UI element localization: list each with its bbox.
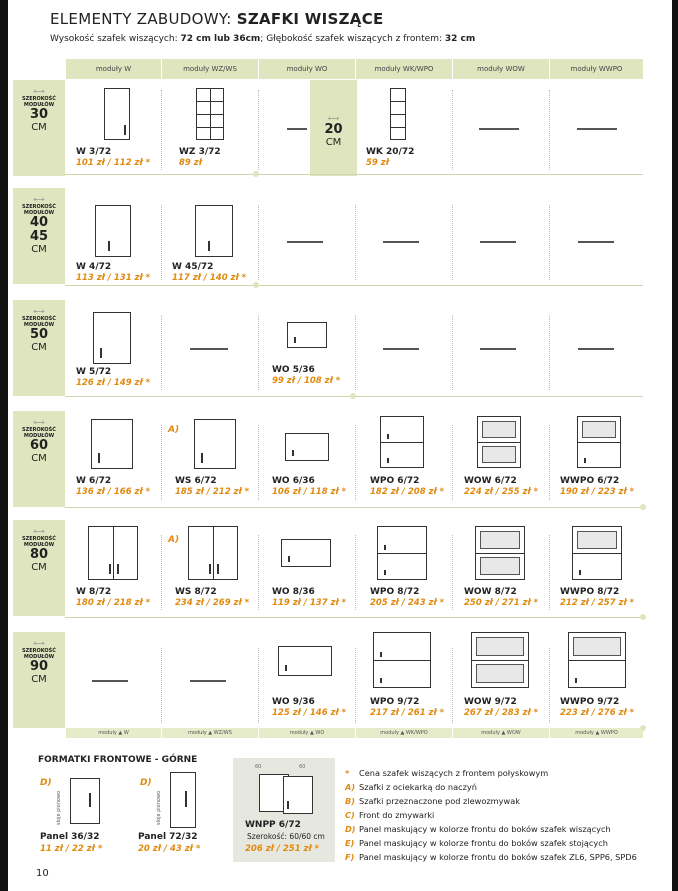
page-subtitle: Wysokość szafek wiszących: 72 cm lub 36cm; Głębokość szafek wiszących z frontem: 32 cm: [50, 34, 476, 44]
column-header-wow: moduły WOW: [453, 59, 549, 79]
cabinet-ws-6-72-drawing: [194, 419, 236, 469]
item-price: 217 zł / 261 zł *: [370, 708, 445, 718]
not-available-dash: [287, 241, 323, 243]
row-dot: [253, 282, 259, 288]
separator: [452, 535, 453, 610]
cabinet-w-45-72-drawing: [195, 205, 233, 257]
legend-item-a: A) Szafki z ociekarką do naczyń: [345, 782, 477, 792]
item-code: WWPO 8/72: [560, 587, 620, 597]
separator: [549, 425, 550, 500]
not-available-dash: [383, 241, 419, 243]
separator: [258, 90, 259, 170]
item-price: 99 zł / 108 zł *: [272, 376, 341, 386]
cabinet-wo-5-36-drawing: [287, 322, 327, 348]
separator: [258, 315, 259, 390]
separator: [355, 425, 356, 500]
row-dot: [640, 725, 646, 731]
row-divider: [65, 285, 643, 286]
item-price: 223 zł / 276 zł *: [560, 708, 635, 718]
not-available-dash: [577, 128, 617, 130]
row-label-60: ⟷ SZEROKOŚĆ MODUŁÓW 60 CM: [13, 411, 65, 507]
column-footer-wz-ws: moduły ▲ WZ/WS: [162, 728, 258, 738]
item-price: 190 zł / 223 zł *: [560, 487, 635, 497]
row-label-30: ⟷ SZEROKOŚĆ MODUŁÓW 30 CM: [13, 80, 65, 176]
width-arrow-icon: ⟷: [33, 307, 45, 316]
separator: [452, 425, 453, 500]
legend-item-e: E) Panel maskujący w kolorze frontu do boków szafek stojących: [345, 838, 608, 848]
width-arrow-icon: ⟷: [33, 639, 45, 648]
item-price: 234 zł / 269 zł *: [175, 598, 250, 608]
column-header-w: moduły W: [66, 59, 161, 79]
column-footer-wow: moduły ▲ WOW: [453, 728, 549, 738]
item-code: WNPP 6/72: [245, 820, 301, 830]
cabinet-wpo-6-72-drawing: [380, 416, 424, 468]
item-code: WWPO 9/72: [560, 697, 620, 707]
item-code: WPO 8/72: [370, 587, 420, 597]
legend-item-c: C) Front do zmywarki: [345, 810, 435, 820]
cabinet-wwpo-9-72-drawing: [568, 632, 626, 688]
item-code: WWPO 6/72: [560, 476, 620, 486]
row-dot: [350, 393, 356, 399]
row-divider: [65, 174, 643, 175]
cabinet-w-4-72-drawing: [95, 205, 131, 257]
item-code: W 8/72: [76, 587, 112, 597]
separator: [258, 535, 259, 610]
item-price: 250 zł / 271 zł *: [464, 598, 539, 608]
item-code: WOW 6/72: [464, 476, 517, 486]
item-code: WZ 3/72: [179, 147, 221, 157]
dimension-label: 60: [299, 764, 306, 770]
footnote-marker-a: A): [168, 535, 180, 545]
not-available-dash: [383, 348, 419, 350]
column-footer-wo: moduły ▲ WO: [259, 728, 355, 738]
width-arrow-icon: ⟷: [327, 114, 340, 123]
separator: [452, 648, 453, 723]
cabinet-wow-6-72-drawing: [477, 416, 521, 468]
not-available-dash: [480, 348, 516, 350]
separator: [161, 425, 162, 500]
not-available-dash: [578, 241, 614, 243]
item-code: W 5/72: [76, 367, 112, 377]
cabinet-wo-9-36-drawing: [278, 646, 332, 676]
row-label-40-45: ⟷ SZEROKOŚĆ MODUŁÓW 40 45 CM: [13, 188, 65, 284]
corner-shelf-wz-3-72-drawing: [196, 88, 224, 140]
separator: [161, 315, 162, 390]
item-code: WOW 9/72: [464, 697, 517, 707]
item-price: 89 zł: [179, 158, 202, 168]
separator: [549, 205, 550, 280]
footnote-marker-d: D): [40, 778, 52, 788]
item-code: WPO 9/72: [370, 697, 420, 707]
item-code: WPO 6/72: [370, 476, 420, 486]
width-arrow-icon: ⟷: [33, 418, 45, 427]
item-price: 205 zł / 243 zł *: [370, 598, 445, 608]
item-price: 106 zł / 118 zł *: [272, 487, 347, 497]
cabinet-ws-8-72-drawing: [188, 526, 238, 580]
item-price: 206 zł / 251 zł *: [245, 844, 320, 854]
separator: [452, 90, 453, 170]
legend-item-star: * Cena szafek wiszących z frontem połyskowym: [345, 768, 549, 778]
cabinet-wow-9-72-drawing: [471, 632, 529, 688]
item-price: 101 zł / 112 zł *: [76, 158, 151, 168]
row-divider: [65, 507, 643, 508]
cabinet-wow-8-72-drawing: [475, 526, 525, 580]
item-price: 224 zł / 255 zł *: [464, 487, 539, 497]
panel-36-32-drawing: [70, 778, 100, 824]
legend-item-d: D) Panel maskujący w kolorze frontu do boków szafek wiszących: [345, 824, 611, 834]
item-code: Panel 72/32: [138, 832, 198, 842]
formatki-title: FORMATKI FRONTOWE - GÓRNE: [38, 755, 198, 765]
separator: [161, 90, 162, 170]
cabinet-wpo-8-72-drawing: [377, 526, 427, 580]
item-code: WK 20/72: [366, 147, 415, 157]
separator: [161, 205, 162, 280]
cabinet-wwpo-8-72-drawing: [572, 526, 622, 580]
wnpp-width: Szerokość: 60/60 cm: [247, 832, 325, 841]
item-price: 11 zł / 22 zł *: [40, 844, 103, 854]
item-code: W 3/72: [76, 147, 112, 157]
item-price: 126 zł / 149 zł *: [76, 378, 151, 388]
column-header-wwpo: moduły WWPO: [550, 59, 643, 79]
footnote-marker-d: D): [140, 778, 152, 788]
cabinet-wo-8-36-drawing: [281, 539, 331, 567]
cabinet-wpo-9-72-drawing: [373, 632, 431, 688]
page-number: 10: [36, 868, 49, 879]
separator: [549, 535, 550, 610]
item-price: 119 zł / 137 zł *: [272, 598, 347, 608]
item-price: 113 zł / 131 zł *: [76, 273, 151, 283]
row-dot: [253, 171, 259, 177]
column-footer-wk-wpo: moduły ▲ WK/WPO: [356, 728, 452, 738]
wnpp-box: [233, 758, 335, 862]
item-code: WO 9/36: [272, 697, 315, 707]
item-code: W 4/72: [76, 262, 112, 272]
column-header-wo: moduły WO: [259, 59, 355, 79]
item-price: 182 zł / 208 zł *: [370, 487, 445, 497]
separator: [452, 205, 453, 280]
separator: [355, 535, 356, 610]
row-divider: [65, 617, 643, 618]
not-available-dash: [578, 348, 614, 350]
separator: [258, 425, 259, 500]
item-code: Panel 36/32: [40, 832, 100, 842]
item-price: 267 zł / 283 zł *: [464, 708, 539, 718]
not-available-dash: [190, 348, 228, 350]
cabinet-w-3-72-drawing: [104, 88, 130, 140]
separator: [161, 535, 162, 610]
row-dot: [640, 504, 646, 510]
panel-72-32-drawing: [170, 772, 196, 828]
not-available-dash: [479, 128, 519, 130]
width-arrow-icon: ⟷: [33, 87, 45, 96]
shelf-wk-20-72-drawing: [390, 88, 406, 140]
item-code: WO 8/36: [272, 587, 315, 597]
item-code: WS 8/72: [175, 587, 217, 597]
not-available-dash: [287, 128, 307, 130]
cabinet-w-5-72-drawing: [93, 312, 131, 364]
item-price: 125 zł / 146 zł *: [272, 708, 347, 718]
item-code: WO 5/36: [272, 365, 315, 375]
item-price: 136 zł / 166 zł *: [76, 487, 151, 497]
left-edge-bar: [0, 0, 8, 891]
separator: [161, 648, 162, 723]
item-code: WOW 8/72: [464, 587, 517, 597]
separator: [258, 648, 259, 723]
grain-direction-label: sloje pionowo: [56, 790, 62, 825]
cabinet-wo-6-36-drawing: [285, 433, 329, 461]
corner-cabinet-right-drawing: [283, 776, 313, 814]
cabinet-w-6-72-drawing: [91, 419, 133, 469]
separator: [549, 90, 550, 170]
right-edge-bar: [672, 0, 678, 891]
separator: [549, 315, 550, 390]
item-price: 180 zł / 218 zł *: [76, 598, 151, 608]
row-dot: [640, 614, 646, 620]
row-label-80: ⟷ SZEROKOŚĆ MODUŁÓW 80 CM: [13, 520, 65, 616]
item-price: 59 zł: [366, 158, 389, 168]
row-label-50: ⟷ SZEROKOŚĆ MODUŁÓW 50 CM: [13, 300, 65, 396]
cabinet-w-8-72-drawing: [88, 526, 138, 580]
row-label-90: ⟷ SZEROKOŚĆ MODUŁÓW 90 CM: [13, 632, 65, 728]
not-available-dash: [190, 680, 226, 682]
footnote-marker-a: A): [168, 425, 180, 435]
item-code: WS 6/72: [175, 476, 217, 486]
separator: [549, 648, 550, 723]
column-header-wz-ws: moduły WZ/WS: [162, 59, 258, 79]
item-price: 20 zł / 43 zł *: [138, 844, 201, 854]
item-price: 117 zł / 140 zł *: [172, 273, 247, 283]
separator: [258, 205, 259, 280]
not-available-dash: [92, 680, 128, 682]
page-title: ELEMENTY ZABUDOWY: SZAFKI WISZĄCE: [50, 10, 384, 28]
not-available-dash: [480, 241, 516, 243]
legend-item-b: B) Szafki przeznaczone pod zlewozmywak: [345, 796, 520, 806]
dimension-label: 60: [255, 764, 262, 770]
row-label-20: ⟷ 20 CM: [310, 80, 357, 176]
separator: [355, 315, 356, 390]
item-code: W 6/72: [76, 476, 112, 486]
item-price: 185 zł / 212 zł *: [175, 487, 250, 497]
separator: [355, 205, 356, 280]
legend-item-f: F) Panel maskujący w kolorze frontu do boków szafek ZL6, SPP6, SPD6: [345, 852, 637, 862]
item-code: WO 6/36: [272, 476, 315, 486]
column-footer-w: moduły ▲ W: [66, 728, 161, 738]
width-arrow-icon: ⟷: [33, 195, 45, 204]
cabinet-wwpo-6-72-drawing: [577, 416, 621, 468]
separator: [452, 315, 453, 390]
column-footer-wwpo: moduły ▲ WWPO: [550, 728, 643, 738]
width-arrow-icon: ⟷: [33, 527, 45, 536]
separator: [355, 648, 356, 723]
column-header-wk-wpo: moduły WK/WPO: [356, 59, 452, 79]
item-price: 212 zł / 257 zł *: [560, 598, 635, 608]
item-code: W 45/72: [172, 262, 214, 272]
grain-direction-label: sloje pionowo: [156, 790, 162, 825]
